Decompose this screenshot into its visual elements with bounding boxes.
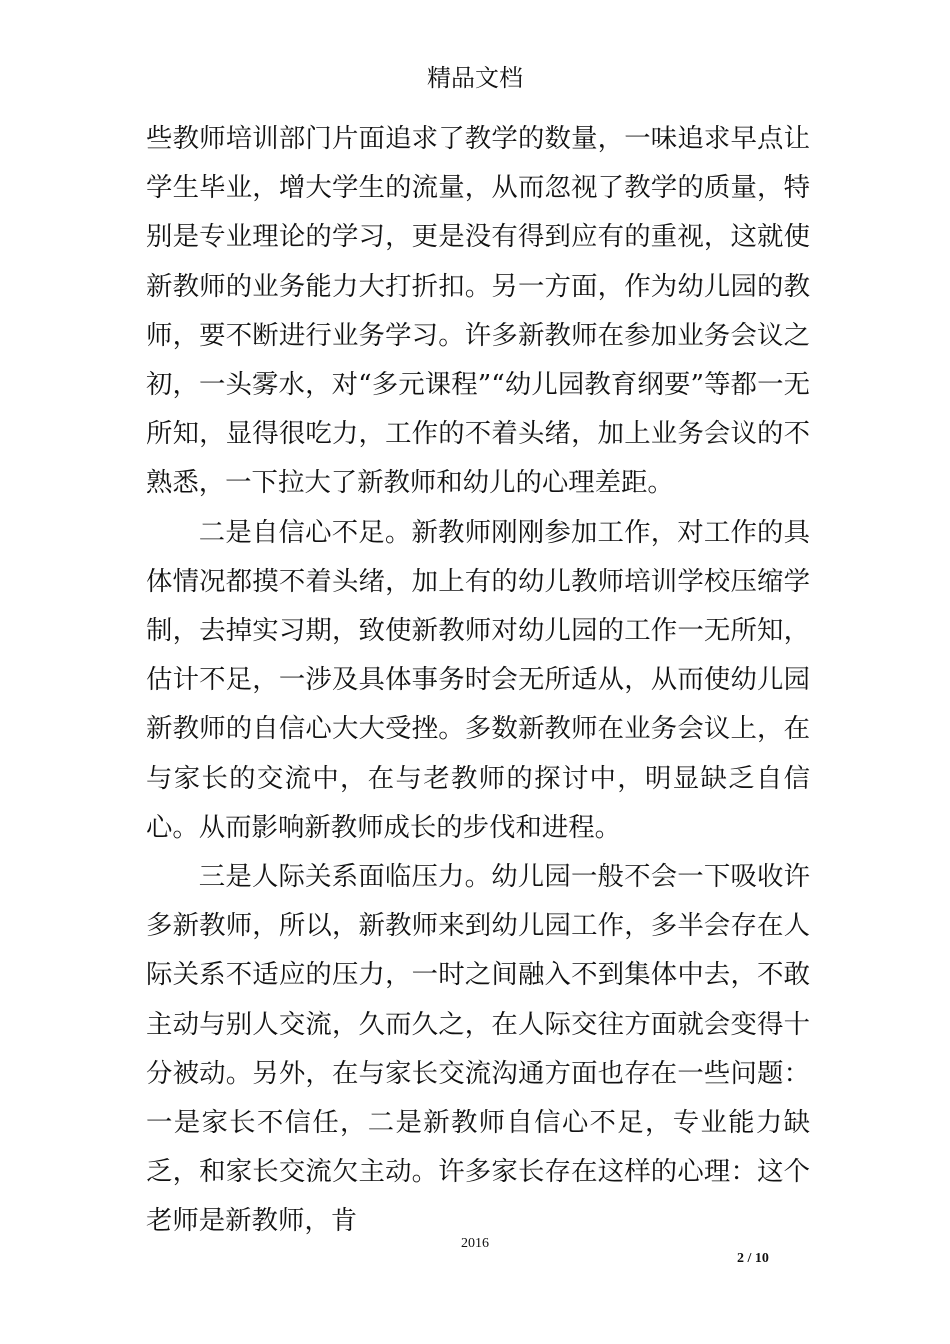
paragraph-relationships: 三是人际关系面临压力。幼儿园一般不会一下吸收许多新教师，所以，新教师来到幼儿园工作，多半会存在人际关系不适应的压力，一时之间融入不到集体中去，不敢主动与别人交流，久而久之，在人际交往方面就会变得十分被动。另外，在与家长交流沟通方面也存在一些问题：一是家长不信任，二是新教师自信心不足，专业能力缺乏，和家长交流欠主动。许多家长存在这样的心理：这个老师是新教师，肯: [146, 861, 810, 1237]
page-number: 2 / 10: [737, 1251, 769, 1266]
footer-year: 2016: [461, 1236, 489, 1251]
page-header-title: 精品文档: [427, 64, 523, 92]
document-body: [146, 114, 810, 1246]
paragraph-confidence: 二是自信心不足。新教师刚刚参加工作，对工作的具体情况都摸不着头绪，加上有的幼儿教师培训学校压缩学制，去掉实习期，致使新教师对幼儿园的工作一无所知，估计不足，一涉及具体事务时会无所适从，从而使幼儿园新教师的自信心大大受挫。多数新教师在业务会议上，在与家长的交流中，在与老教师的探讨中，明显缺乏自信心。从而影响新教师成长的步伐和进程。: [146, 516, 810, 843]
paragraph-continuation: 些教师培训部门片面追求了教学的数量，一味追求早点让学生毕业，增大学生的流量，从而忽视了教学的质量，特别是专业理论的学习，更是没有得到应有的重视，这就使新教师的业务能力大打折扣。另一方面，作为幼儿园的教师，要不断进行业务学习。许多新教师在参加业务会议之初，一头雾水，对“多元课程”“幼儿园教育纲要”等都一无所知，显得很吃力，工作的不着头绪，加上业务会议的不熟悉，一下拉大了新教师和幼儿的心理差距。: [146, 123, 810, 499]
